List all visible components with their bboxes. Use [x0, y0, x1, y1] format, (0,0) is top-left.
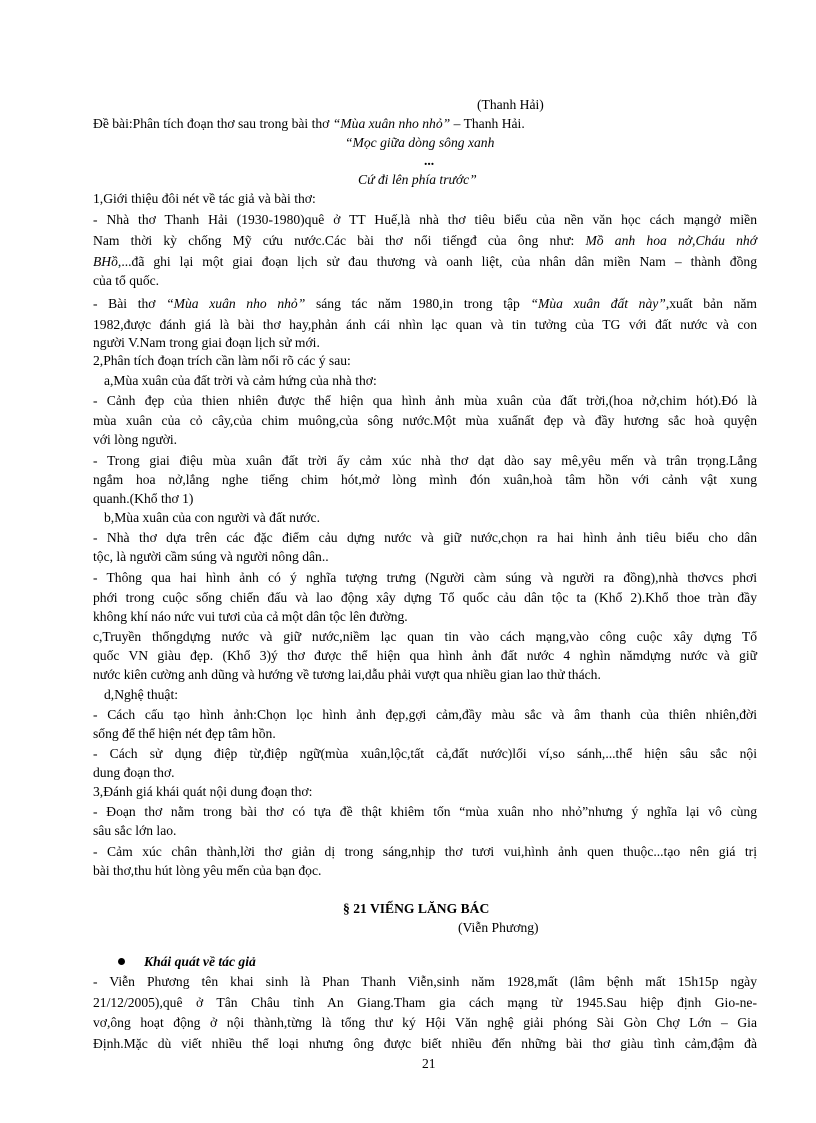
s21-p1-line-3: vơ,ông hoạt động ở nội thành,từng là tổng thư ký Hội Văn nghệ giải phóng Sài Gòn Chợ Lớn – Gia — [93, 1015, 757, 1030]
section-2b-heading: b,Mùa xuân của con người và đất nước. — [104, 510, 320, 525]
s2b-p2-line-3: không khí náo nức vui tươi của cả một dân tộc lên đường. — [93, 609, 408, 624]
s1-p2-line-1 — [93, 294, 757, 313]
s21-p1-line-1: - Viễn Phương tên khai sinh là Phan Thanh Viễn,sinh năm 1928,mất (lâm bệnh mất 15h15p ngày — [93, 974, 757, 989]
verse-ellipsis: ... — [424, 153, 435, 168]
s2a-p1-line-3: với lòng người. — [93, 432, 178, 447]
s3-p2-line-1: - Cảm xúc chân thành,lời thơ giản dị trong sáng,nhịp thơ tươi vui,hình ảnh quen thuộc...tạo nên giá trị — [93, 844, 757, 859]
s1-p2-line-3: người V.Nam trong giai đoạn lịch sử mới. — [93, 335, 320, 350]
s2b-p1-line-1: - Nhà thơ dựa trên các đặc điểm cảu dựng nước và giữ nước,chọn ra hai hình ảnh tiêu biểu cho dân — [93, 530, 757, 545]
s2a-p1-line-1: - Cảnh đẹp của thien nhiên được thể hiện qua hình ảnh mùa xuân của đất trời,(hoa nở,chim hót).Đó là — [93, 393, 757, 408]
s1-p1-line-2-text: Nam thời kỳ chống Mỹ cứu nước.Các bài thơ nổi tiếngđ của ông như: — [93, 233, 586, 248]
s21-p1-line-2: 21/12/2005),quê ở Tân Châu tỉnh An Giang.Tham gia cách mạng từ 1945.Sau hiệp định Gio-ne- — [93, 995, 757, 1010]
s2d-p2-line-1: - Cách sử dụng điệp từ,điệp ngữ(mùa xuân,lộc,tất cả,đất nước)lối ví,so sánh,...thể hiện sâu sắc nội — [93, 746, 757, 761]
s1-p2-collection-title: “Mùa xuân đất này” — [530, 296, 666, 311]
s1-p2-text-a: - Bài thơ — [93, 296, 167, 311]
s1-p1-line-3-text: ,...đã ghi lại một giai đoạn lịch sử đau thương và oanh liệt, của nhân dân miền Nam – thành đồng — [117, 254, 757, 269]
section-2-heading: 2,Phân tích đoạn trích cần làm nổi rõ các ý sau: — [93, 353, 351, 368]
s1-p1-line-1: - Nhà thơ Thanh Hải (1930-1980)quê ở TT Huế,là nhà thơ tiêu biểu của nền văn học cách mạngở miền — [93, 212, 757, 227]
s21-p1-line-4: Định.Mặc dù viết nhiều thể loại nhưng ông được biết nhiều đến những bài thơ giàu tình cảm,đậm đà — [93, 1036, 757, 1051]
verse-last-line: Cứ đi lên phía trước” — [358, 172, 477, 187]
essay-prompt — [93, 114, 525, 133]
prompt-poem-title: “Mùa xuân nho nhỏ” — [332, 116, 451, 131]
s1-p1-line-3 — [93, 252, 757, 271]
s3-p1-line-1: - Đoạn thơ nằm trong bài thơ có tựa đề thật khiêm tốn “mùa xuân nho nhỏ”nhưng ý nghĩa lại vô cùng — [93, 804, 757, 819]
s3-p1-line-2: sâu sắc lớn lao. — [93, 823, 177, 838]
prompt-suffix: – Thanh Hải. — [450, 116, 525, 131]
author-credit: (Thanh Hải) — [477, 97, 544, 112]
section-2c-line-2: quốc VN giàu đẹp. (Khổ 3)ý thơ được thể hiện qua hình ảnh đất nước 4 nghìn nămdựng nước và giữ — [93, 648, 757, 663]
s1-p1-line-4: của tổ quốc. — [93, 273, 160, 288]
s2a-p2-line-3: quanh.(Khổ thơ 1) — [93, 491, 194, 506]
s1-p2-text-b: sáng tác năm 1980,in trong tập — [305, 296, 531, 311]
s2d-p1-line-1: - Cách cấu tạo hình ảnh:Chọn lọc hình ảnh đẹp,gợi cảm,đầy màu sắc và âm thanh của thiên nhiên,đời — [93, 707, 757, 722]
s2d-p1-line-2: sống để thể hiện nét đẹp tâm hồn. — [93, 726, 276, 741]
s1-p1-line-2 — [93, 231, 757, 250]
s1-p2-line-2: 1982,được đánh giá là bài thơ hay,phản ánh cái nhìn lạc quan và tin tưởng của TG với đất nước và con — [93, 317, 757, 332]
s2a-p2-line-1: - Trong giai điệu mùa xuân đất trời ấy cảm xúc nhà thơ dạt dào say mê,yêu mến và trân trọng.Lắng — [93, 453, 757, 468]
s2b-p1-line-2: tộc, là người cầm súng và người nông dân.. — [93, 549, 329, 564]
prompt-prefix: Đề bài:Phân tích đoạn thơ sau trong bài thơ — [93, 116, 333, 131]
s2b-p2-line-1: - Thông qua hai hình ảnh có ý nghĩa tượng trưng (Người càm súng và người ra đồng),nhà thơvcs phơi — [93, 570, 757, 585]
section-2c-line-1: c,Truyền thốngdựng nước và giữ nước,niềm lạc quan tin vào cách mạng,vào công cuộc xây dựng Tổ — [93, 629, 757, 644]
s2a-p1-line-2: mùa xuân của cỏ cây,của chim muông,của sông nước.Một mùa xuẩnất đẹp và đầy hương sắc hoà quyện — [93, 413, 757, 428]
verse-first-line: “Mọc giữa dòng sông xanh — [345, 135, 495, 150]
section-2a-heading: a,Mùa xuân của đất trời và cảm hứng của nhà thơ: — [104, 373, 377, 388]
s1-p2-text-c: ,xuất bản năm — [665, 296, 757, 311]
bullet-heading: Khái quát về tác giả — [144, 954, 256, 969]
s3-p2-line-2: bài thơ,thu hút lòng yêu mến của bạn đọc. — [93, 863, 322, 878]
section-21-title: § 21 VIẾNG LĂNG BÁC — [343, 901, 490, 916]
bullet-icon — [118, 958, 125, 965]
s2b-p2-line-2: phới trong cuộc sống chiến đấu và lao động xây dựng Tổ quốc cảu dân tộc ta (Khổ 2).Khổ thoe tràn đầy — [93, 590, 757, 605]
s1-p1-works-list-end: BHồ — [93, 254, 118, 269]
s1-p1-works-list: Mồ anh hoa nở,Cháu nhớ — [585, 233, 757, 248]
section-2c-line-3: nước kiên cường anh dũng và hướng về tương lai,dẫu phải vượt qua nhiều gian lao thử thách. — [93, 667, 601, 682]
s2d-p2-line-2: dung đoạn thơ. — [93, 765, 175, 780]
s1-p2-poem-title: “Mùa xuân nho nhỏ” — [166, 296, 306, 311]
section-2d-heading: d,Nghệ thuật: — [104, 687, 178, 702]
section-3-heading: 3,Đánh giá khái quát nội dung đoạn thơ: — [93, 784, 313, 799]
page-number: 21 — [422, 1056, 436, 1071]
s2a-p2-line-2: ngắm hoa nở,lắng nghe tiếng chim hót,mở lòng mình đón xuân,hoà tâm hồn với cảnh vật xung — [93, 472, 757, 487]
section-21-author: (Viễn Phương) — [458, 920, 539, 935]
section-1-heading: 1,Giới thiệu đôi nét về tác giả và bài thơ: — [93, 191, 316, 206]
